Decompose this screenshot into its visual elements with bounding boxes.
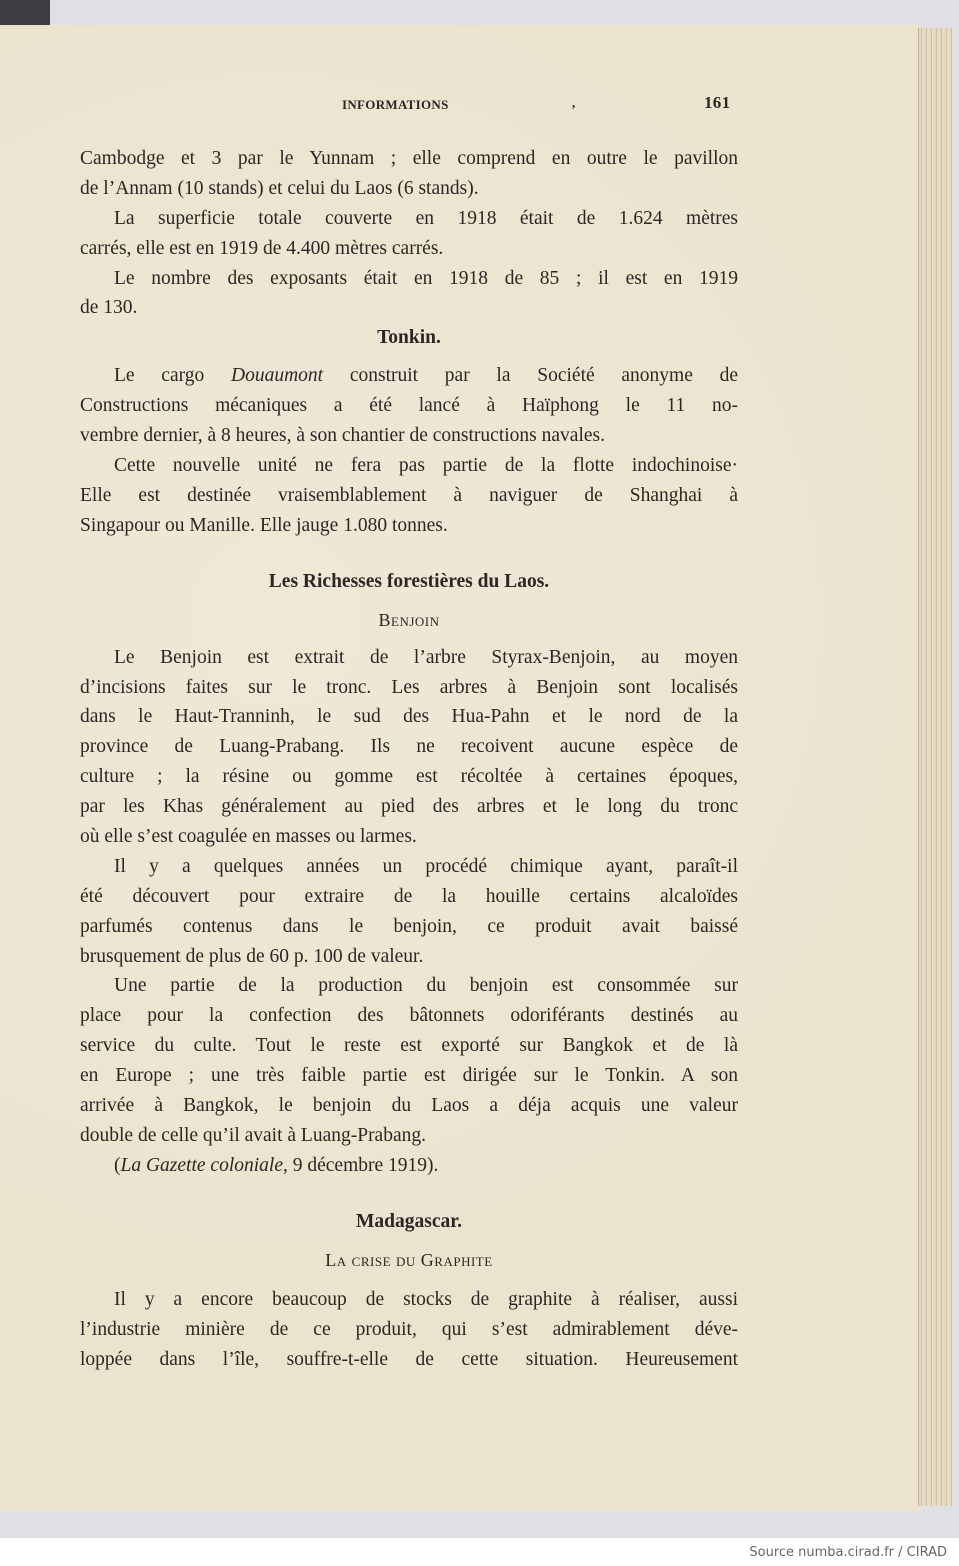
- text-line: Le nombre des exposants était en 1918 de 85 ; il est en 1919: [114, 267, 738, 289]
- paragraph: [80, 144, 738, 204]
- italic-text: Douaumont: [231, 365, 324, 387]
- text-line: province de Luang-Prabang. Ils ne recoivent aucune espèce de: [80, 736, 738, 758]
- text-line: Le Benjoin est extrait de l’arbre Styrax-Benjoin, au moyen: [114, 646, 738, 668]
- text-line: carrés, elle est en 1919 de 4.400 mètres carrés.: [80, 237, 444, 259]
- text-line: loppée dans l’île, souffre-t-elle de cette situation. Heureusement: [80, 1348, 738, 1370]
- text-line: place pour la confection des bâtonnets odoriférants destinés au: [80, 1005, 738, 1027]
- text-line: de l’Annam (10 stands) et celui du Laos (6 stands).: [80, 177, 479, 199]
- running-title: INFORMATIONS: [342, 97, 449, 112]
- text-line: d’incisions faites sur le tronc. Les arbres à Benjoin sont localisés: [80, 676, 738, 698]
- text-line: en Europe ; une très faible partie est dirigée sur le Tonkin. A son: [80, 1065, 738, 1087]
- section-subheading: Benjoin: [378, 609, 440, 630]
- text-line: vembre dernier, à 8 heures, à son chantier de constructions navales.: [80, 425, 605, 447]
- page-number: 161: [704, 93, 731, 112]
- section-heading: Tonkin.: [377, 327, 441, 349]
- section-heading: Madagascar.: [356, 1210, 462, 1232]
- text-line: Le cargo Douaumont construit par la Société anonyme de: [114, 365, 738, 387]
- text-line: La superficie totale couverte en 1918 était de 1.624 mètres: [114, 207, 738, 229]
- section-heading: Les Richesses forestières du Laos.: [268, 570, 550, 592]
- text-line: (La Gazette coloniale, 9 décembre 1919).: [114, 1154, 439, 1176]
- paragraph: [80, 264, 738, 324]
- paragraph: [80, 1285, 738, 1375]
- paragraph: [80, 361, 738, 451]
- text-line: Il y a quelques années un procédé chimique ayant, paraît-il: [114, 855, 738, 877]
- text-line: par les Khas généralement au pied des arbres et le long du tronc: [80, 796, 738, 818]
- paragraph: [80, 204, 738, 264]
- text-line: où elle s’est coagulée en masses ou larmes.: [80, 826, 417, 848]
- text-line: Il y a encore beaucoup de stocks de graphite à réaliser, aussi: [114, 1288, 738, 1310]
- text-line: parfumés contenus dans le benjoin, ce produit avait baissé: [80, 915, 738, 937]
- paragraph: [80, 1151, 738, 1181]
- text-line: double de celle qu’il avait à Luang-Prabang.: [80, 1124, 426, 1146]
- text-line: Une partie de la production du benjoin est consommée sur: [114, 975, 738, 997]
- paragraph: [80, 643, 738, 852]
- page-body: [80, 144, 738, 1374]
- paragraph: [80, 971, 738, 1150]
- text-line: été découvert pour extraire de la houille certains alcaloïdes: [80, 885, 738, 907]
- text-line: service du culte. Tout le reste est exporté sur Bangkok et de là: [80, 1035, 738, 1057]
- section-subheading: La crise du Graphite: [325, 1249, 493, 1270]
- text-line: Constructions mécaniques a été lancé à Haïphong le 11 no-: [80, 395, 738, 417]
- text-line: Singapour ou Manille. Elle jauge 1.080 tonnes.: [80, 514, 448, 536]
- source-credit: Source numba.cirad.fr / CIRAD: [749, 1545, 947, 1560]
- scanner-edge: [0, 0, 50, 26]
- page-edges: [918, 28, 953, 1506]
- text-line: de 130.: [80, 297, 138, 319]
- italic-text: La Gazette coloniale: [120, 1154, 283, 1176]
- text-line: Cette nouvelle unité ne fera pas partie de la flotte indochinoise·: [114, 455, 738, 477]
- text-line: arrivée à Bangkok, le benjoin du Laos a déja acquis une valeur: [80, 1095, 738, 1117]
- text-line: dans le Haut-Tranninh, le sud des Hua-Pahn et le nord de la: [80, 706, 738, 728]
- text-line: Elle est destinée vraisemblablement à naviguer de Shanghai à: [80, 484, 738, 506]
- text-line: culture ; la résine ou gomme est récoltée à certaines époques,: [80, 766, 738, 788]
- text-line: Cambodge et 3 par le Yunnam ; elle comprend en outre le pavillon: [80, 148, 738, 169]
- text-line: l’industrie minière de ce produit, qui s’est admirablement déve-: [80, 1318, 738, 1340]
- paragraph: [80, 451, 738, 541]
- print-speck: ,: [572, 95, 576, 110]
- paragraph: [80, 852, 738, 972]
- text-line: brusquement de plus de 60 p. 100 de valeur.: [80, 945, 424, 967]
